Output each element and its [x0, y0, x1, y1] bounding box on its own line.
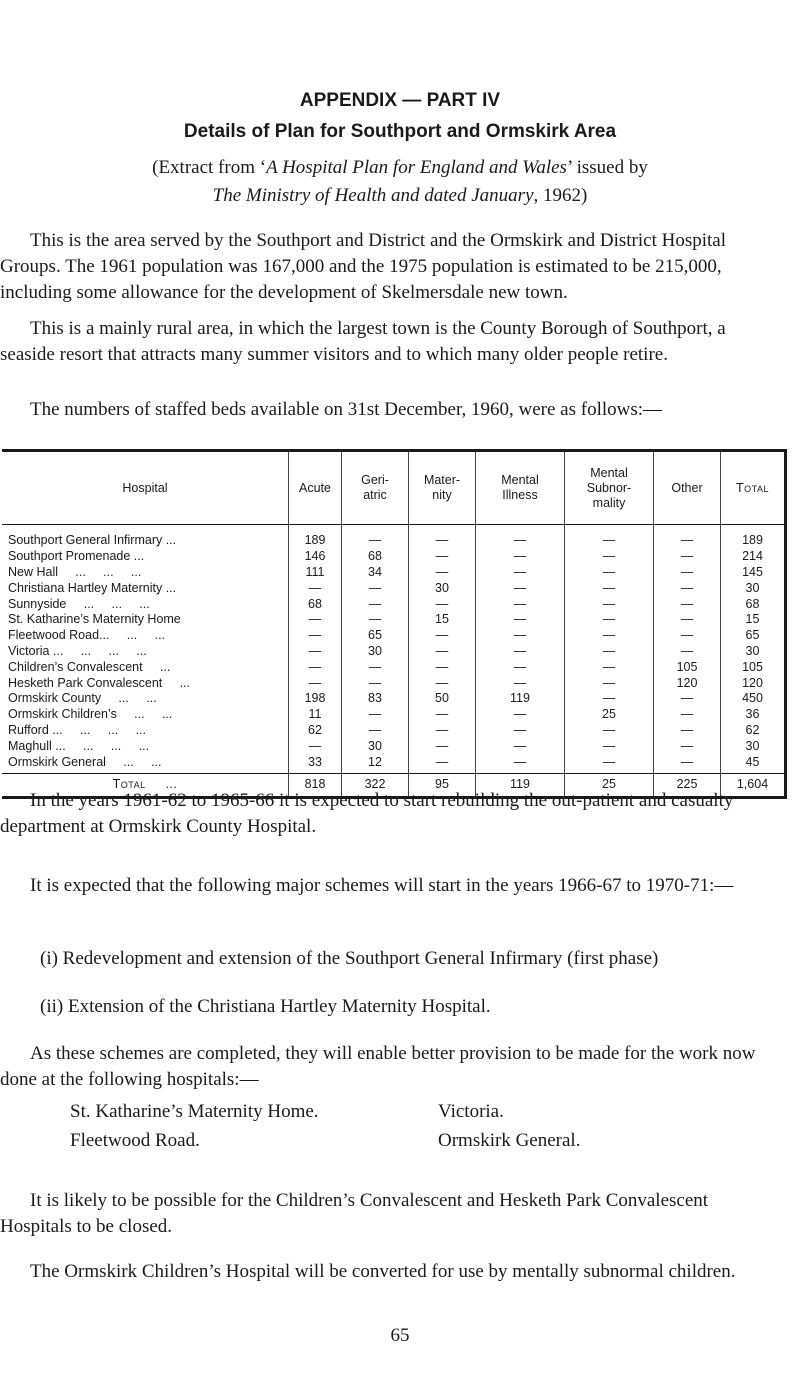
- bed-count-cell: 145: [721, 565, 786, 581]
- hospital-name-cell: Southport Promenade ...: [8, 549, 145, 564]
- bed-count-cell: —: [654, 707, 721, 723]
- table-header-row: [2, 451, 786, 525]
- bed-count-cell: —: [654, 723, 721, 739]
- total-cell: 322: [342, 773, 409, 797]
- bed-count-cell: 189: [289, 525, 342, 549]
- total-cell: 119: [476, 773, 565, 797]
- bed-count-cell: —: [654, 525, 721, 549]
- bed-count-cell: 30: [721, 580, 786, 596]
- col-header-acute: Acute: [289, 451, 342, 525]
- hospital-name-cell: Fleetwood Road... ... ...: [8, 628, 166, 643]
- bed-count-cell: —: [409, 565, 476, 581]
- table-row: [2, 691, 786, 707]
- bed-count-cell: —: [409, 675, 476, 691]
- bed-count-cell: —: [289, 628, 342, 644]
- extract-prefix: (Extract from ‘: [152, 157, 267, 178]
- plan-subheading: Details of Plan for Southport and Ormskirk Area: [183, 121, 617, 142]
- bed-count-cell: —: [476, 675, 565, 691]
- bed-count-cell: —: [654, 738, 721, 754]
- table-row: [2, 675, 786, 691]
- bed-count-cell: —: [654, 549, 721, 565]
- bed-count-cell: 105: [654, 659, 721, 675]
- bed-count-cell: —: [342, 580, 409, 596]
- col-header-mental-illness: Mental Illness: [476, 451, 565, 525]
- hospital-list-item: Fleetwood Road.: [70, 1130, 200, 1151]
- table-row: [2, 549, 786, 565]
- total-cell: 1,604: [721, 773, 786, 797]
- hospital-name-cell: St. Katharine’s Maternity Home: [8, 612, 181, 627]
- bed-count-cell: —: [565, 644, 654, 660]
- bed-count-cell: —: [476, 596, 565, 612]
- bed-count-cell: 12: [342, 754, 409, 773]
- total-cell: 25: [565, 773, 654, 797]
- bed-count-cell: —: [409, 738, 476, 754]
- bed-count-cell: 68: [721, 596, 786, 612]
- table-row: [2, 723, 786, 739]
- hospital-name-cell: Ormskirk Children’s ... ...: [8, 707, 173, 722]
- bed-count-cell: 36: [721, 707, 786, 723]
- bed-count-cell: —: [654, 754, 721, 773]
- bed-count-cell: 450: [721, 691, 786, 707]
- extract-ministry: The Ministry of Health and dated January: [212, 185, 534, 206]
- bed-count-cell: 120: [654, 675, 721, 691]
- bed-count-cell: 15: [721, 612, 786, 628]
- bed-count-cell: —: [409, 525, 476, 549]
- bed-count-cell: —: [409, 644, 476, 660]
- bed-count-cell: —: [342, 659, 409, 675]
- scheme-item: (i) Redevelopment and extension of the Southport General Infirmary (first phase): [40, 948, 659, 969]
- appendix-heading: APPENDIX — PART IV: [299, 90, 501, 111]
- extract-title: A Hospital Plan for England and Wales: [266, 157, 567, 178]
- paragraph-rebuilding: In the years 1961-62 to 1965-66 it is expected to start rebuilding the out-patient and casualty department at Ormskirk County Hospital.: [0, 790, 734, 837]
- extract-suffix: , 1962): [533, 185, 588, 206]
- table-row: [2, 738, 786, 754]
- bed-count-cell: 83: [342, 691, 409, 707]
- bed-count-cell: 30: [342, 644, 409, 660]
- bed-count-cell: —: [476, 723, 565, 739]
- hospital-name-cell: Sunnyside ... ... ...: [8, 596, 150, 611]
- bed-count-cell: —: [289, 580, 342, 596]
- col-header-mental-subnormality: Mental Subnor- mality: [565, 451, 654, 525]
- bed-count-cell: 68: [289, 596, 342, 612]
- bed-count-cell: 105: [721, 659, 786, 675]
- table-row: [2, 612, 786, 628]
- bed-count-cell: —: [342, 675, 409, 691]
- paragraph-rural: This is a mainly rural area, in which the largest town is the County Borough of Southport, a seaside resort that attracts many summer visitors and to which many older people retire.: [0, 318, 726, 365]
- hospital-name-cell: Children’s Convalescent ...: [8, 659, 171, 674]
- bed-count-cell: —: [565, 691, 654, 707]
- table-body: [2, 525, 786, 774]
- bed-count-cell: —: [565, 659, 654, 675]
- hospital-list-item: St. Katharine’s Maternity Home.: [70, 1101, 319, 1122]
- bed-count-cell: —: [342, 707, 409, 723]
- bed-count-cell: 15: [409, 612, 476, 628]
- paragraph-area: This is the area served by the Southport and District and the Ormskirk and District Hospital Groups. The 1961 population was 167,000 and the 1975 population is estimated to be 215,000, including some allowance for the development of Skelmersdale new town.: [0, 230, 726, 303]
- bed-count-cell: —: [565, 723, 654, 739]
- bed-count-cell: 68: [342, 549, 409, 565]
- bed-count-cell: —: [565, 738, 654, 754]
- total-cell: 225: [654, 773, 721, 797]
- hospital-name-cell: Hesketh Park Convalescent ...: [8, 675, 191, 690]
- bed-count-cell: —: [565, 596, 654, 612]
- bed-count-cell: 189: [721, 525, 786, 549]
- hospital-name-cell: Ormskirk County ... ...: [8, 691, 157, 706]
- bed-count-cell: —: [289, 612, 342, 628]
- bed-count-cell: 34: [342, 565, 409, 581]
- hospital-list-item: Victoria.: [438, 1101, 504, 1122]
- bed-count-cell: 111: [289, 565, 342, 581]
- bed-count-cell: —: [654, 565, 721, 581]
- bed-count-cell: —: [565, 565, 654, 581]
- bed-count-cell: —: [476, 738, 565, 754]
- bed-count-cell: —: [654, 644, 721, 660]
- bed-count-cell: —: [654, 691, 721, 707]
- hospital-name-cell: Rufford ... ... ... ...: [8, 722, 147, 737]
- bed-count-cell: 11: [289, 707, 342, 723]
- bed-count-cell: —: [476, 754, 565, 773]
- bed-count-cell: —: [409, 659, 476, 675]
- total-cell: 95: [409, 773, 476, 797]
- bed-count-cell: 146: [289, 549, 342, 565]
- table-row: [2, 525, 786, 549]
- bed-count-cell: —: [476, 549, 565, 565]
- staffed-beds-table: [2, 449, 787, 799]
- bed-count-cell: 120: [721, 675, 786, 691]
- bed-count-cell: 62: [721, 723, 786, 739]
- hospital-name-cell: Southport General Infirmary ...: [8, 533, 177, 548]
- bed-count-cell: —: [565, 525, 654, 549]
- bed-count-cell: —: [476, 628, 565, 644]
- bed-count-cell: —: [654, 596, 721, 612]
- bed-count-cell: —: [476, 525, 565, 549]
- bed-count-cell: —: [289, 659, 342, 675]
- bed-count-cell: —: [409, 723, 476, 739]
- col-header-other: Other: [654, 451, 721, 525]
- hospital-name-cell: Ormskirk General ... ...: [8, 754, 162, 769]
- table-row: [2, 565, 786, 581]
- bed-count-cell: —: [654, 580, 721, 596]
- scheme-item: (ii) Extension of the Christiana Hartley Maternity Hospital.: [40, 996, 491, 1017]
- total-cell: 818: [289, 773, 342, 797]
- bed-count-cell: 62: [289, 723, 342, 739]
- col-header-hospital: Hospital: [2, 451, 289, 525]
- table-row: [2, 628, 786, 644]
- paragraph-beds-intro: The numbers of staffed beds available on 31st December, 1960, were as follows:—: [30, 399, 663, 420]
- col-header-maternity: Mater- nity: [409, 451, 476, 525]
- paragraph-schemes-intro: It is expected that the following major schemes will start in the years 1966-67 to 1970-71:—: [30, 875, 734, 896]
- bed-count-cell: 65: [342, 628, 409, 644]
- paragraph-closure: It is likely to be possible for the Children’s Convalescent and Hesketh Park Convalescent Hospitals to be closed.: [0, 1190, 709, 1237]
- bed-count-cell: 30: [721, 644, 786, 660]
- bed-count-cell: —: [476, 565, 565, 581]
- bed-count-cell: —: [342, 723, 409, 739]
- bed-count-cell: —: [565, 628, 654, 644]
- bed-count-cell: 30: [721, 738, 786, 754]
- bed-count-cell: —: [409, 754, 476, 773]
- hospital-name-cell: Maghull ... ... ... ...: [8, 738, 150, 753]
- bed-count-cell: —: [342, 596, 409, 612]
- bed-count-cell: 33: [289, 754, 342, 773]
- bed-count-cell: 50: [409, 691, 476, 707]
- bed-count-cell: —: [289, 675, 342, 691]
- paragraph-provision: As these schemes are completed, they will enable better provision to be made for the work now done at the following hospitals:—: [0, 1043, 756, 1090]
- bed-count-cell: 30: [342, 738, 409, 754]
- bed-count-cell: —: [342, 612, 409, 628]
- hospital-name-cell: Victoria ... ... ... ...: [8, 643, 147, 658]
- bed-count-cell: 25: [565, 707, 654, 723]
- table-row: [2, 644, 786, 660]
- extract-middle: ’ issued by: [566, 157, 648, 178]
- bed-count-cell: 198: [289, 691, 342, 707]
- extract-note: [40, 154, 760, 210]
- bed-count-cell: 214: [721, 549, 786, 565]
- table-row: [2, 596, 786, 612]
- bed-count-cell: —: [476, 707, 565, 723]
- bed-count-cell: —: [476, 580, 565, 596]
- bed-count-cell: —: [565, 580, 654, 596]
- bed-count-cell: —: [654, 628, 721, 644]
- page-number: 65: [390, 1325, 410, 1346]
- bed-count-cell: —: [476, 644, 565, 660]
- table-row: [2, 707, 786, 723]
- bed-count-cell: —: [476, 659, 565, 675]
- bed-count-cell: —: [565, 549, 654, 565]
- col-header-geriatric: Geri- atric: [342, 451, 409, 525]
- bed-count-cell: —: [289, 644, 342, 660]
- bed-count-cell: —: [289, 738, 342, 754]
- paragraph-conversion: The Ormskirk Children’s Hospital will be converted for use by mentally subnormal children.: [30, 1261, 736, 1282]
- bed-count-cell: —: [342, 525, 409, 549]
- bed-count-cell: 119: [476, 691, 565, 707]
- bed-count-cell: —: [409, 549, 476, 565]
- table-row: [2, 659, 786, 675]
- bed-count-cell: —: [409, 707, 476, 723]
- bed-count-cell: —: [565, 675, 654, 691]
- table-row: [2, 580, 786, 596]
- bed-count-cell: —: [409, 628, 476, 644]
- bed-count-cell: —: [565, 612, 654, 628]
- table-row: [2, 754, 786, 773]
- hospital-name-cell: New Hall ... ... ...: [8, 564, 142, 579]
- bed-count-cell: —: [476, 612, 565, 628]
- total-label: Total ...: [2, 773, 289, 797]
- bed-count-cell: —: [565, 754, 654, 773]
- hospital-name-cell: Christiana Hartley Maternity ...: [8, 580, 177, 595]
- hospital-list-item: Ormskirk General.: [438, 1130, 581, 1151]
- bed-count-cell: 65: [721, 628, 786, 644]
- bed-count-cell: 45: [721, 754, 786, 773]
- bed-count-cell: —: [654, 612, 721, 628]
- col-header-total: Total: [721, 451, 786, 525]
- bed-count-cell: 30: [409, 580, 476, 596]
- bed-count-cell: —: [409, 596, 476, 612]
